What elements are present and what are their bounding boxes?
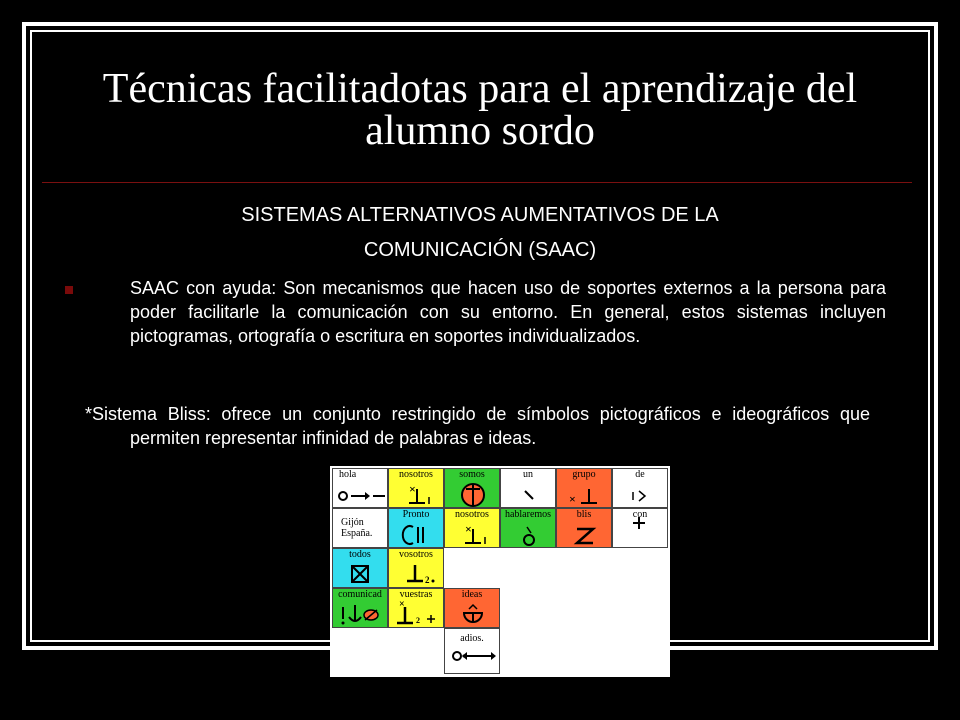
bliss-cell-label: hablaremos — [504, 509, 552, 520]
pronto-symbol-icon — [389, 509, 444, 548]
bliss-cell-label: hola — [339, 469, 357, 480]
bliss-cell-hablaremos — [500, 508, 556, 548]
bliss-cell-gijon — [332, 508, 388, 548]
grupo-symbol-icon — [557, 469, 612, 508]
hablaremos-symbol-icon — [501, 509, 556, 548]
section-heading-line-2: COMUNICACIÓN (SAAC) — [363, 239, 597, 261]
section-heading-line-1: SISTEMAS ALTERNATIVOS AUMENTATIVOS DE LA — [241, 204, 719, 226]
hola-symbol-icon — [333, 469, 388, 508]
bliss-cell-vosotros — [388, 548, 444, 588]
bliss-cell-todos — [332, 548, 388, 588]
svg-text:2: 2 — [416, 616, 420, 625]
de-symbol-icon — [613, 469, 668, 508]
bliss-cell-blis — [556, 508, 612, 548]
bliss-cell-con — [612, 508, 668, 548]
adios-symbol-icon — [445, 629, 500, 674]
bliss-cell-label: comunicad — [338, 589, 382, 600]
bliss-cell-label: nosotros — [455, 509, 489, 520]
bliss-cell-label: blis — [576, 509, 592, 520]
title-divider — [42, 182, 912, 183]
comunicad-symbol-icon — [333, 589, 388, 628]
bliss-cell-nosotros — [388, 468, 444, 508]
vosotros-symbol-icon — [389, 549, 444, 588]
somos-symbol-icon — [445, 469, 500, 508]
svg-text:×: × — [399, 599, 405, 610]
bliss-cell-label: adios. — [460, 633, 484, 644]
nosotros-symbol-icon — [389, 469, 444, 508]
svg-text:2: 2 — [425, 575, 430, 585]
bliss-cell-label: Pronto — [402, 509, 430, 520]
bliss-cell-comunicad — [332, 588, 388, 628]
bliss-cell-label: vosotros — [399, 549, 433, 560]
bullet-square-icon — [65, 286, 73, 294]
bliss-cell-label: con — [632, 509, 648, 520]
bliss-cell-label: nosotros — [399, 469, 433, 480]
bliss-cell-label: grupo — [572, 469, 596, 480]
todos-symbol-icon — [333, 549, 388, 588]
bliss-cell-ideas — [444, 588, 500, 628]
bliss-cell-somos — [444, 468, 500, 508]
bliss-cell-label: somos — [459, 469, 485, 480]
bliss-cell-label: un — [523, 469, 533, 480]
bliss-cell-hola — [332, 468, 388, 508]
svg-text:×: × — [465, 522, 472, 536]
bliss-cell-label: vuestras — [399, 589, 433, 600]
section-heading — [100, 198, 860, 268]
bliss-cell-label: todos — [349, 549, 371, 560]
bliss-cell-nosotros-2 — [444, 508, 500, 548]
bliss-cell-un — [500, 468, 556, 508]
bliss-cell-vuestras — [388, 588, 444, 628]
slide-title: Técnicas facilitadotas para el aprendizaje del alumno sordo — [102, 66, 858, 154]
bliss-cell-label: ideas — [461, 589, 483, 600]
svg-text:×: × — [569, 492, 576, 506]
svg-text:×: × — [409, 482, 416, 496]
un-symbol-icon — [501, 469, 556, 508]
bliss-cell-de — [612, 468, 668, 508]
bliss-cell-label: Gijón España. — [341, 517, 373, 539]
saac-definition-text: SAAC con ayuda: Son mecanismos que hacen uso de soportes externos a la persona para poder facilitarle la comunicación con su entorno. En general, estos sistemas incluyen pictogramas, ortografía o escritura en soportes individualizados. — [130, 278, 886, 346]
bliss-system-text: *Sistema Bliss: ofrece un conjunto restringido de símbolos pictográficos e ideográficos que permiten representar infinidad de palabras e ideas. — [85, 404, 870, 448]
nosotros-symbol-icon — [445, 509, 500, 548]
bliss-cell-label: de — [635, 469, 645, 480]
bliss-cell-pronto — [388, 508, 444, 548]
bliss-cell-adios — [444, 628, 500, 674]
ideas-symbol-icon — [445, 589, 500, 628]
con-symbol-icon — [613, 509, 668, 548]
blis-symbol-icon — [557, 509, 612, 548]
vuestras-symbol-icon — [389, 589, 444, 628]
bliss-cell-grupo — [556, 468, 612, 508]
